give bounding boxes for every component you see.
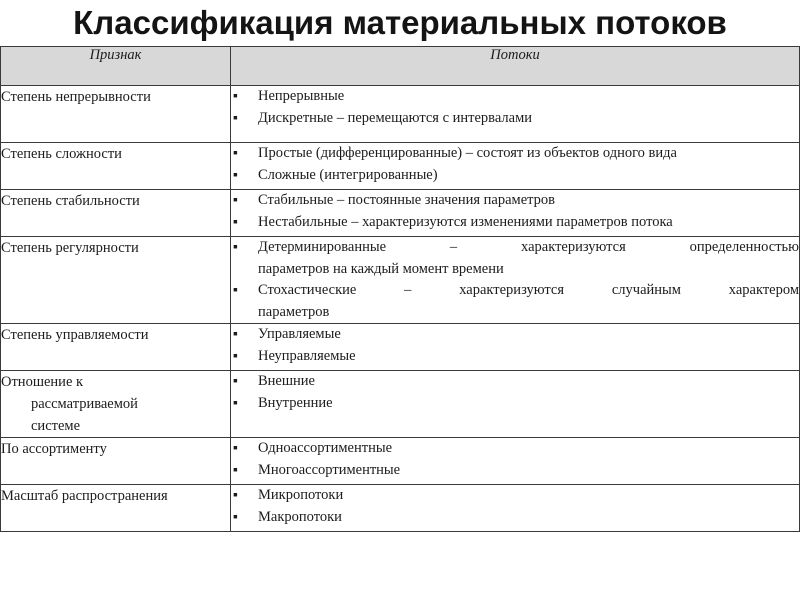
table-header-row bbox=[1, 47, 800, 86]
bullet-icon: ▪ bbox=[233, 110, 238, 126]
flow-item-text: Непрерывные bbox=[258, 88, 345, 104]
flow-item-text-line: параметров на каждый момент времени bbox=[258, 260, 504, 277]
list-item bbox=[231, 371, 799, 393]
table-row bbox=[1, 485, 800, 532]
flow-item-text: Стабильные – постоянные значения параметров bbox=[258, 192, 556, 208]
flow-item-text-line: Стохастические – характеризуются случайным характером bbox=[258, 282, 799, 298]
table-row bbox=[1, 143, 800, 190]
flow-item-text-line: Детерминированные – характеризуются определенностью bbox=[258, 239, 799, 255]
feature-text-line: системе bbox=[31, 418, 81, 434]
classification-table bbox=[0, 46, 800, 532]
feature-cell: Степень управляемости bbox=[1, 324, 231, 371]
flow-item-text: Простые (дифференцированные) – состоят из объектов одного вида bbox=[258, 145, 677, 161]
page-title: Классификация материальных потоков bbox=[73, 4, 727, 41]
list-item bbox=[231, 108, 799, 130]
table-row bbox=[1, 324, 800, 371]
bullet-icon: ▪ bbox=[233, 395, 238, 411]
flow-list bbox=[231, 143, 799, 186]
bullet-icon: ▪ bbox=[233, 509, 238, 525]
table-row bbox=[1, 237, 800, 324]
flow-list bbox=[231, 190, 799, 233]
flows-cell bbox=[231, 324, 800, 371]
flow-item-text: Микропотоки bbox=[258, 487, 344, 503]
bullet-icon: ▪ bbox=[233, 488, 238, 503]
bullet-icon: ▪ bbox=[233, 89, 238, 104]
flow-item-text: Внешние bbox=[258, 373, 315, 389]
flows-cell bbox=[231, 86, 800, 143]
bullet-icon: ▪ bbox=[233, 283, 238, 298]
bullet-icon: ▪ bbox=[233, 327, 238, 342]
column-header-feature: Признак bbox=[1, 47, 231, 86]
bullet-icon: ▪ bbox=[233, 193, 238, 208]
flow-list bbox=[231, 371, 799, 414]
flow-list bbox=[231, 86, 799, 129]
table-row bbox=[1, 438, 800, 485]
list-item bbox=[231, 165, 799, 187]
list-item bbox=[231, 346, 799, 368]
list-item bbox=[231, 86, 799, 108]
flow-item-text: Внутренние bbox=[258, 394, 333, 411]
flows-cell bbox=[231, 190, 800, 237]
flow-item-text: Нестабильные – характеризуются изменениями параметров потока bbox=[258, 213, 673, 230]
list-item bbox=[231, 393, 799, 415]
flow-list bbox=[231, 237, 799, 323]
table-row bbox=[1, 190, 800, 237]
flow-item-text: Управляемые bbox=[258, 326, 341, 342]
list-item bbox=[231, 438, 799, 460]
list-item bbox=[231, 190, 799, 212]
flows-cell bbox=[231, 143, 800, 190]
feature-text-line: Отношение к bbox=[1, 374, 84, 390]
feature-cell: Масштаб распространения bbox=[1, 485, 231, 532]
bullet-icon: ▪ bbox=[233, 167, 238, 183]
bullet-icon: ▪ bbox=[233, 374, 238, 389]
list-item bbox=[231, 143, 799, 165]
feature-cell: Степень сложности bbox=[1, 143, 231, 190]
feature-cell: Степень непрерывности bbox=[1, 86, 231, 143]
flow-item-text: Одноассортиментные bbox=[258, 440, 393, 456]
table-row bbox=[1, 86, 800, 143]
feature-text-line: рассматриваемой bbox=[31, 396, 138, 412]
flows-cell bbox=[231, 371, 800, 438]
feature-cell bbox=[1, 371, 231, 438]
bullet-icon: ▪ bbox=[233, 146, 238, 161]
bullet-icon: ▪ bbox=[233, 348, 238, 364]
feature-cell: По ассортименту bbox=[1, 438, 231, 485]
flow-list bbox=[231, 438, 799, 481]
table-row bbox=[1, 371, 800, 438]
list-item bbox=[231, 460, 799, 482]
flow-item-text: Дискретные – перемещаются с интервалами bbox=[258, 109, 532, 126]
bullet-icon: ▪ bbox=[233, 462, 238, 478]
list-item bbox=[231, 237, 799, 280]
flow-list bbox=[231, 324, 799, 367]
bullet-icon: ▪ bbox=[233, 441, 238, 456]
flow-list bbox=[231, 485, 799, 528]
flow-item-text: Макропотоки bbox=[258, 508, 342, 525]
list-item bbox=[231, 324, 799, 346]
flow-item-text: Неуправляемые bbox=[258, 347, 356, 364]
column-header-flows: Потоки bbox=[231, 47, 800, 86]
list-item bbox=[231, 280, 799, 323]
flow-item-text: Сложные (интегрированные) bbox=[258, 166, 438, 183]
flows-cell bbox=[231, 485, 800, 532]
list-item bbox=[231, 485, 799, 507]
list-item bbox=[231, 507, 799, 529]
flows-cell bbox=[231, 237, 800, 324]
flow-item-text: Многоассортиментные bbox=[258, 461, 401, 478]
flow-item-text-line: параметров bbox=[258, 303, 330, 320]
bullet-icon: ▪ bbox=[233, 240, 238, 255]
flows-cell bbox=[231, 438, 800, 485]
feature-cell: Степень регулярности bbox=[1, 237, 231, 324]
list-item bbox=[231, 212, 799, 234]
feature-cell: Степень стабильности bbox=[1, 190, 231, 237]
bullet-icon: ▪ bbox=[233, 214, 238, 230]
